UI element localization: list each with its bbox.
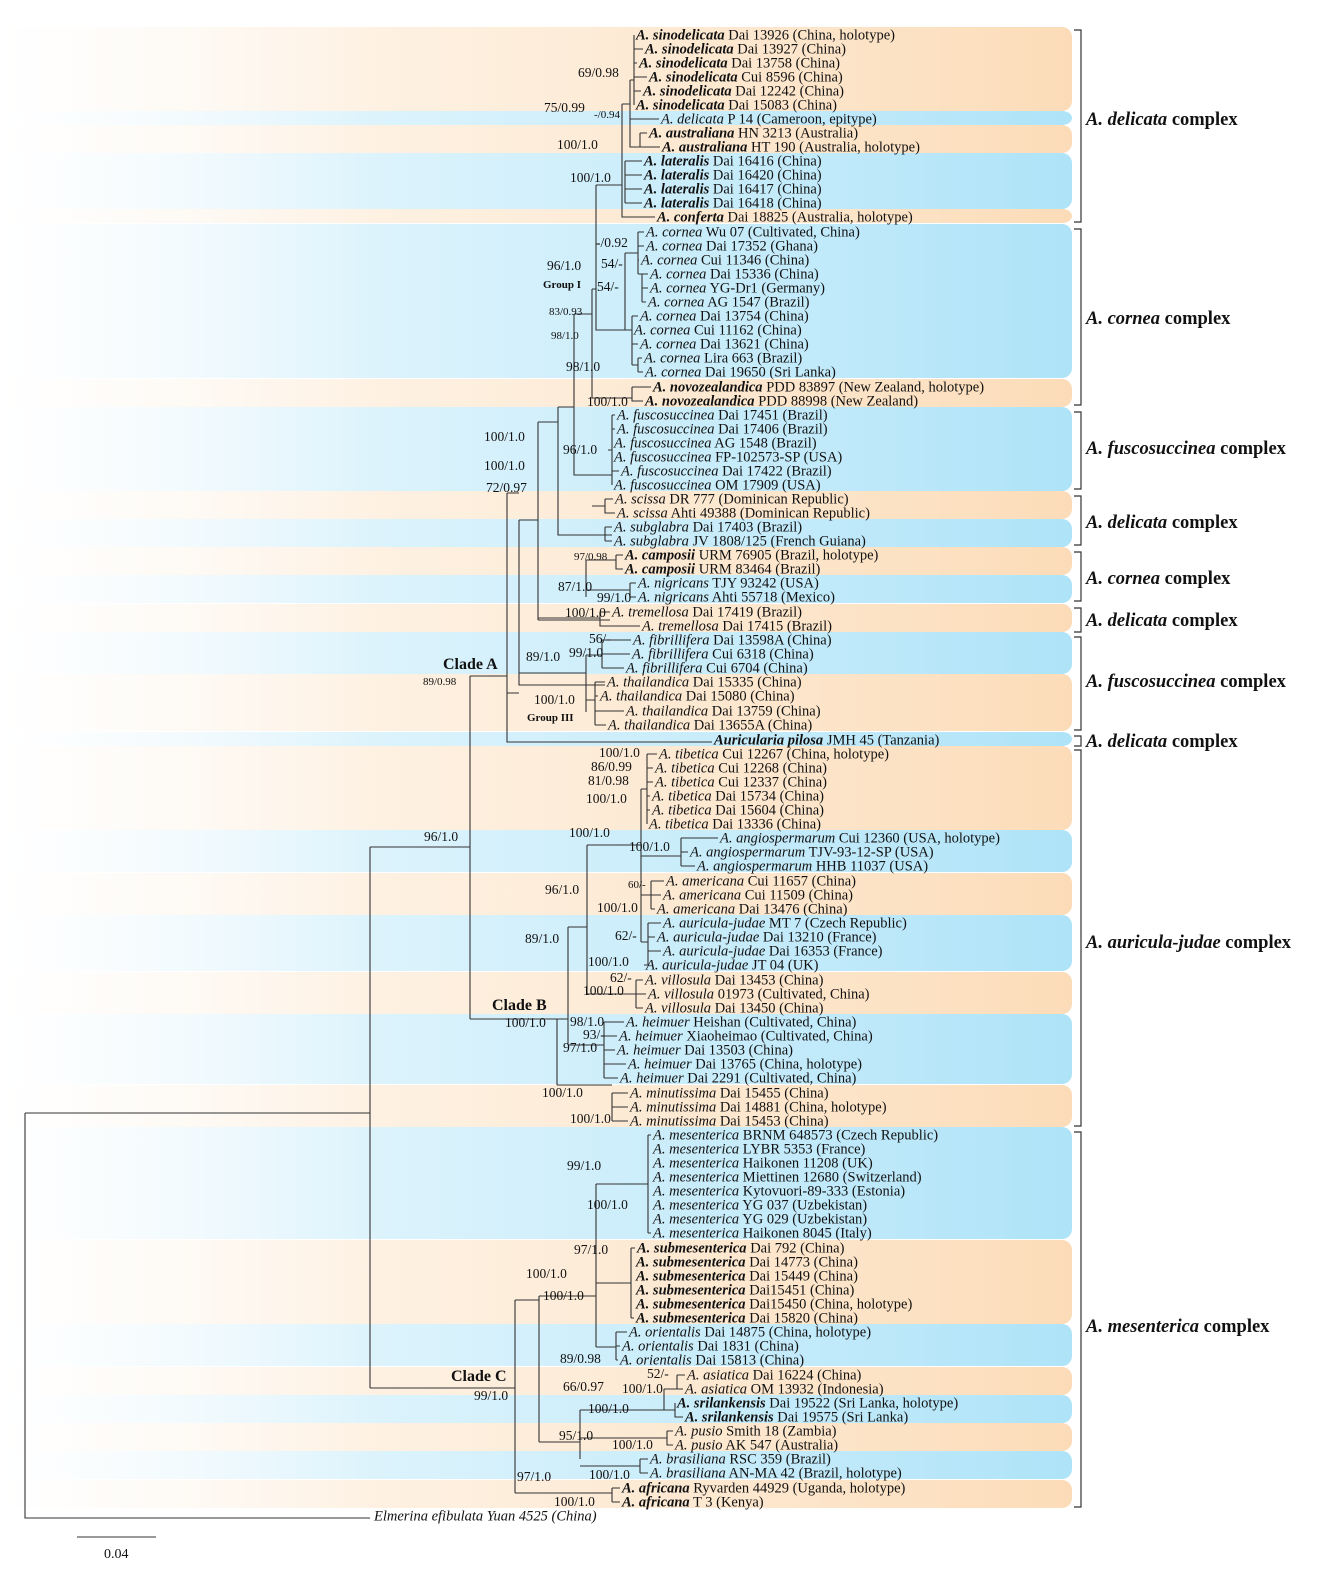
support-value: 100/1.0 — [542, 1085, 583, 1100]
complex-bracket — [1074, 552, 1081, 601]
taxon-label: A. mesenterica BRNM 648573 (Czech Republic) — [653, 1127, 939, 1144]
taxon-label: A. villosula Dai 13453 (China) — [645, 972, 824, 989]
taxon-label: A. mesenterica Kytovuori-89-333 (Estonia) — [653, 1183, 906, 1200]
taxon-label: A. auricula-judae Dai 13210 (France) — [657, 929, 877, 946]
taxon-label: A. cornea YG-Dr1 (Germany) — [650, 280, 826, 297]
complex-label: A. delicata complex — [1086, 732, 1238, 752]
background-band — [0, 873, 1072, 915]
complex-bracket — [1074, 750, 1081, 1126]
complex-label: A. delicata complex — [1086, 513, 1238, 533]
support-value: 99/1.0 — [569, 645, 604, 660]
taxon-label: A. cornea Dai 13754 (China) — [640, 308, 809, 325]
background-band — [0, 1324, 1072, 1366]
taxon-label: A. subglabra Dai 17403 (Brazil) — [614, 519, 803, 536]
background-band — [0, 604, 1072, 632]
support-value: 89/1.0 — [525, 931, 560, 946]
support-value: 99/1.0 — [474, 1388, 509, 1403]
taxon-label: A. submesenterica Dai 15449 (China) — [636, 1268, 858, 1285]
taxon-label: A. asiatica Dai 16224 (China) — [687, 1367, 862, 1384]
taxon-label: A. mesenterica Miettinen 12680 (Switzerland) — [653, 1169, 922, 1186]
support-value: 66/0.97 — [563, 1379, 604, 1394]
taxon-label: A. delicata P 14 (Cameroon, epitype) — [661, 111, 877, 128]
taxon-label: A. orientalis Dai 14875 (China, holotype) — [629, 1324, 872, 1341]
complex-bracket — [1074, 30, 1081, 222]
taxon-label: A. cornea Cui 11162 (China) — [634, 322, 802, 339]
taxon-label: A. orientalis Dai 1831 (China) — [622, 1338, 799, 1355]
support-value: 100/1.0 — [484, 429, 525, 444]
taxon-label: A. srilankensis Dai 19522 (Sri Lanka, holotype) — [677, 1395, 959, 1412]
taxon-label: A. srilankensis Dai 19575 (Sri Lanka) — [685, 1409, 909, 1426]
support-value: 60/- — [628, 879, 646, 891]
taxon-label: A. fuscosuccinea FP-102573-SP (USA) — [614, 449, 843, 466]
taxon-label: A. tremellosa Dai 17419 (Brazil) — [612, 604, 802, 621]
support-value: 100/1.0 — [622, 1381, 663, 1396]
taxon-label: A. americana Cui 11657 (China) — [666, 873, 856, 890]
support-value: 100/1.0 — [587, 394, 628, 409]
complex-label: A. auricula-judae complex — [1086, 933, 1292, 953]
taxon-label: A. americana Dai 13476 (China) — [657, 901, 848, 918]
taxon-label: A. conferta Dai 18825 (Australia, holotype) — [657, 209, 913, 226]
complex-label: A. fuscosuccinea complex — [1086, 439, 1286, 459]
taxon-label: A. cornea Dai 13621 (China) — [640, 336, 809, 353]
clade-label: Clade B — [492, 997, 547, 1014]
taxon-label: A. thailandica Dai 13759 (China) — [626, 703, 821, 720]
background-band — [0, 1423, 1072, 1451]
background-band — [0, 491, 1072, 519]
taxon-label: A. tibetica Dai 13336 (China) — [649, 816, 821, 833]
taxon-label: A. fibrillifera Dai 13598A (China) — [633, 632, 832, 649]
complex-label: A. delicata complex — [1086, 611, 1238, 631]
support-value: 83/0.93 — [549, 306, 583, 318]
support-value: 97/0.98 — [574, 551, 608, 563]
support-value: 89/1.0 — [526, 649, 561, 664]
taxon-label: A. camposii URM 83464 (Brazil) — [625, 561, 821, 578]
taxon-label: A. fuscosuccinea OM 17909 (USA) — [614, 477, 821, 494]
taxon-label: A. novozealandica PDD 83897 (New Zealand, holotype) — [653, 379, 985, 396]
complex-bracket — [1074, 496, 1081, 545]
taxon-label: A. sinodelicata Cui 8596 (China) — [649, 69, 843, 86]
taxon-label: A. asiatica OM 13932 (Indonesia) — [685, 1381, 884, 1398]
taxon-label: A. tibetica Cui 12267 (China, holotype) — [659, 746, 889, 763]
taxon-label: A. thailandica Dai 15335 (China) — [607, 674, 802, 691]
taxon-label: A. heimuer Dai 2291 (Cultivated, China) — [620, 1070, 857, 1087]
support-value: 100/1.0 — [484, 458, 525, 473]
support-value: 87/1.0 — [558, 579, 593, 594]
taxon-label: A. submesenterica Dai 14773 (China) — [636, 1254, 858, 1271]
complex-labels — [1085, 110, 1292, 1337]
taxon-label: A. pusio AK 547 (Australia) — [675, 1437, 839, 1454]
background-band — [0, 27, 1072, 111]
support-value: -/0.94 — [594, 109, 620, 121]
taxon-label: A. cornea Dai 19650 (Sri Lanka) — [645, 364, 836, 381]
taxon-label: A. fibrillifera Cui 6704 (China) — [626, 660, 808, 677]
complex-bracket — [1074, 637, 1081, 730]
taxon-label: A. tremellosa Dai 17415 (Brazil) — [642, 618, 832, 635]
taxon-label: Auricularia pilosa JMH 45 (Tanzania) — [714, 732, 940, 749]
taxon-label: A. lateralis Dai 16416 (China) — [644, 153, 822, 170]
support-value: 100/1.0 — [599, 745, 640, 760]
taxon-label: A. mesenterica LYBR 5353 (France) — [653, 1141, 866, 1158]
taxon-label: A. cornea Cui 11346 (China) — [641, 252, 810, 269]
taxon-label: A. submesenterica Dai15450 (China, holotype) — [636, 1296, 913, 1313]
scale-bar-label: 0.04 — [104, 1547, 129, 1562]
background-band — [0, 407, 1072, 491]
support-value: 89/0.98 — [423, 676, 457, 688]
complex-bracket — [1074, 412, 1081, 489]
taxon-label: A. cornea Dai 15336 (China) — [650, 266, 819, 283]
support-value: 100/1.0 — [505, 1015, 546, 1030]
taxon-label: A. scissa DR 777 (Dominican Republic) — [615, 491, 849, 508]
background-bands — [0, 27, 1072, 1508]
complex-label: A. mesenterica complex — [1086, 1317, 1270, 1337]
complex-label: A. cornea complex — [1086, 569, 1231, 589]
taxon-label: A. villosula Dai 13450 (China) — [645, 1000, 824, 1017]
clade-label: Clade A — [443, 656, 498, 673]
support-value: 93/- — [583, 1027, 605, 1042]
taxon-label: A. cornea Lira 663 (Brazil) — [644, 350, 803, 367]
taxon-label: A. cornea Dai 17352 (Ghana) — [646, 238, 818, 255]
support-value: 98/1.0 — [551, 330, 579, 342]
taxon-label: A. sinodelicata Dai 13926 (China, holotype) — [636, 27, 895, 44]
taxon-label: A. fuscosuccinea AG 1548 (Brazil) — [614, 435, 817, 452]
taxon-label: A. americana Cui 11509 (China) — [663, 887, 853, 904]
support-value: -/0.92 — [596, 235, 628, 250]
background-band — [0, 224, 1072, 378]
taxon-label: A. angiospermarum TJV-93-12-SP (USA) — [690, 844, 934, 861]
complex-bracket — [1074, 736, 1081, 746]
taxon-label: A. nigricans TJY 93242 (USA) — [638, 575, 819, 592]
taxon-label: A. auricula-judae MT 7 (Czech Republic) — [663, 915, 907, 932]
taxon-label: A. thailandica Dai 15080 (China) — [600, 688, 795, 705]
taxon-label: A. tibetica Cui 12337 (China) — [655, 774, 827, 791]
background-band — [0, 746, 1072, 830]
taxon-label: A. camposii URM 76905 (Brazil, holotype) — [625, 547, 879, 564]
support-value: 62/- — [615, 928, 637, 943]
taxon-label: A. thailandica Dai 13655A (China) — [608, 717, 813, 734]
support-value: 56/- — [589, 631, 611, 646]
taxon-label: A. auricula-judae Dai 16353 (France) — [663, 943, 883, 960]
taxon-label: A. minutissima Dai 15453 (China) — [630, 1113, 829, 1130]
support-value: 96/1.0 — [424, 829, 459, 844]
support-value: 100/1.0 — [554, 1494, 595, 1509]
taxon-label: A. lateralis Dai 16417 (China) — [644, 181, 822, 198]
support-value: 100/1.0 — [589, 1467, 630, 1482]
taxon-label: A. mesenterica Haikonen 11208 (UK) — [653, 1155, 873, 1172]
taxon-label: A. scissa Ahti 49388 (Dominican Republic) — [617, 505, 870, 522]
complex-label: A. fuscosuccinea complex — [1086, 672, 1286, 692]
taxon-label: A. tibetica Cui 12268 (China) — [655, 760, 827, 777]
taxon-label: A. angiospermarum HHB 11037 (USA) — [697, 858, 929, 875]
support-value: 99/1.0 — [567, 1158, 602, 1173]
support-value: 96/1.0 — [547, 258, 582, 273]
taxon-label: A. lateralis Dai 16420 (China) — [644, 167, 822, 184]
background-band — [0, 1085, 1072, 1127]
support-value: 86/0.99 — [591, 759, 632, 774]
support-value: 54/- — [601, 256, 623, 271]
support-value: 96/1.0 — [545, 882, 580, 897]
support-value: 97/1.0 — [517, 1469, 552, 1484]
taxon-label: A. mesenterica Haikonen 8045 (Italy) — [653, 1225, 872, 1242]
taxon-label: A. subglabra JV 1808/125 (French Guiana) — [614, 533, 866, 550]
group-label: Group III — [527, 712, 574, 724]
taxon-label: A. auricula-judae JT 04 (UK) — [646, 957, 819, 974]
support-value: 100/1.0 — [583, 983, 624, 998]
taxon-label: A. sinodelicata Dai 13927 (China) — [645, 41, 846, 58]
taxon-label: A. heimuer Dai 13503 (China) — [617, 1042, 793, 1059]
support-value: 100/1.0 — [570, 1111, 611, 1126]
complex-label: A. cornea complex — [1086, 309, 1231, 329]
support-value: 100/1.0 — [629, 839, 670, 854]
taxon-label: A. minutissima Dai 14881 (China, holotype) — [630, 1099, 887, 1116]
taxon-label: A. heimuer Dai 13765 (China, holotype) — [628, 1056, 862, 1073]
complex-brackets — [1074, 30, 1081, 1507]
support-value: 62/- — [610, 970, 632, 985]
taxon-label: A. heimuer Xiaoheimao (Cultivated, China) — [619, 1028, 873, 1045]
support-value: 100/1.0 — [565, 605, 606, 620]
support-value: 100/1.0 — [570, 170, 611, 185]
taxon-label: A. mesenterica YG 029 (Uzbekistan) — [653, 1211, 868, 1228]
scale-bar — [77, 1537, 156, 1562]
taxon-label: A. submesenterica Dai 792 (China) — [637, 1240, 845, 1257]
complex-bracket — [1074, 229, 1081, 405]
taxon-label: A. orientalis Dai 15813 (China) — [620, 1352, 805, 1369]
taxon-label: A. pusio Smith 18 (Zambia) — [675, 1423, 837, 1440]
support-value: 96/1.0 — [563, 442, 598, 457]
taxon-label: A. angiospermarum Cui 12360 (USA, holotype) — [720, 830, 1000, 847]
background-band — [0, 111, 1072, 125]
taxon-label: A. cornea Wu 07 (Cultivated, China) — [646, 224, 860, 241]
background-band — [0, 1480, 1072, 1508]
taxon-label: A. heimuer Heishan (Cultivated, China) — [626, 1014, 857, 1031]
taxon-label: A. nigricans Ahti 55718 (Mexico) — [638, 589, 835, 606]
support-value: 100/1.0 — [587, 1197, 628, 1212]
taxon-label: A. fuscosuccinea Dai 17422 (Brazil) — [621, 463, 832, 480]
support-value: 100/1.0 — [597, 900, 638, 915]
taxon-label: A. sinodelicata Dai 12242 (China) — [643, 83, 844, 100]
support-value: 100/1.0 — [557, 137, 598, 152]
taxon-label: A. tibetica Dai 15604 (China) — [652, 802, 824, 819]
taxon-label: A. tibetica Dai 15734 (China) — [652, 788, 824, 805]
support-value: 81/0.98 — [588, 773, 629, 788]
background-band — [0, 519, 1072, 547]
support-value: 100/1.0 — [543, 1288, 584, 1303]
support-value: 97/1.0 — [574, 1242, 609, 1257]
taxon-label: A. minutissima Dai 15455 (China) — [630, 1085, 829, 1102]
taxon-label: A. fuscosuccinea Dai 17451 (Brazil) — [617, 407, 828, 424]
taxon-label: A. fuscosuccinea Dai 17406 (Brazil) — [617, 421, 828, 438]
support-value: 54/- — [597, 279, 619, 294]
taxon-label: Elmerina efibulata Yuan 4525 (China) — [374, 1508, 597, 1525]
support-value: 75/0.99 — [544, 100, 585, 115]
taxon-label: A. fibrillifera Cui 6318 (China) — [632, 646, 814, 663]
taxon-label: A. brasiliana AN-MA 42 (Brazil, holotype) — [650, 1465, 902, 1482]
taxon-label: A. submesenterica Dai15451 (China) — [636, 1282, 855, 1299]
taxon-label: A. sinodelicata Dai 15083 (China) — [636, 97, 837, 114]
taxon-label: A. novozealandica PDD 88998 (New Zealand) — [645, 393, 919, 410]
taxon-label: A. australiana HT 190 (Australia, holotype) — [662, 139, 920, 156]
support-value: 95/1.0 — [559, 1428, 594, 1443]
background-band — [0, 153, 1072, 209]
taxon-label: A. submesenterica Dai 15820 (China) — [636, 1310, 858, 1327]
background-band — [0, 1367, 1072, 1395]
complex-bracket — [1074, 1132, 1081, 1507]
taxon-label: A. cornea AG 1547 (Brazil) — [648, 294, 810, 311]
support-value: 100/1.0 — [534, 692, 575, 707]
support-value: 100/1.0 — [569, 825, 610, 840]
background-band — [0, 547, 1072, 575]
support-value: 100/1.0 — [612, 1437, 653, 1452]
support-value: 98/1.0 — [570, 1014, 605, 1029]
background-band — [0, 575, 1072, 603]
clade-label: Clade C — [451, 1368, 507, 1385]
support-value: 69/0.98 — [578, 65, 619, 80]
taxon-label: A. sinodelicata Dai 13758 (China) — [639, 55, 840, 72]
complex-bracket — [1074, 608, 1081, 632]
taxon-label: A. africana T 3 (Kenya) — [622, 1494, 764, 1511]
support-value: 99/1.0 — [597, 590, 632, 605]
taxon-label: A. lateralis Dai 16418 (China) — [644, 195, 822, 212]
support-value: 89/0.98 — [560, 1351, 601, 1366]
support-value: 52/- — [647, 1366, 669, 1381]
support-value: 100/1.0 — [526, 1266, 567, 1281]
support-value: 97/1.0 — [563, 1040, 598, 1055]
support-value: 100/1.0 — [586, 791, 627, 806]
support-value: 100/1.0 — [588, 954, 629, 969]
support-value: 72/0.97 — [486, 480, 527, 495]
support-value: 100/1.0 — [588, 1401, 629, 1416]
taxon-label: A. australiana HN 3213 (Australia) — [649, 125, 859, 142]
taxon-label: A. africana Ryvarden 44929 (Uganda, holotype) — [622, 1480, 906, 1497]
complex-label: A. delicata complex — [1086, 110, 1238, 130]
taxon-label: A. brasiliana RSC 359 (Brazil) — [650, 1451, 831, 1468]
support-value: 98/1.0 — [566, 359, 601, 374]
taxon-label: A. mesenterica YG 037 (Uzbekistan) — [653, 1197, 868, 1214]
taxon-label: A. villosula 01973 (Cultivated, China) — [648, 986, 870, 1003]
group-label: Group I — [543, 279, 582, 291]
